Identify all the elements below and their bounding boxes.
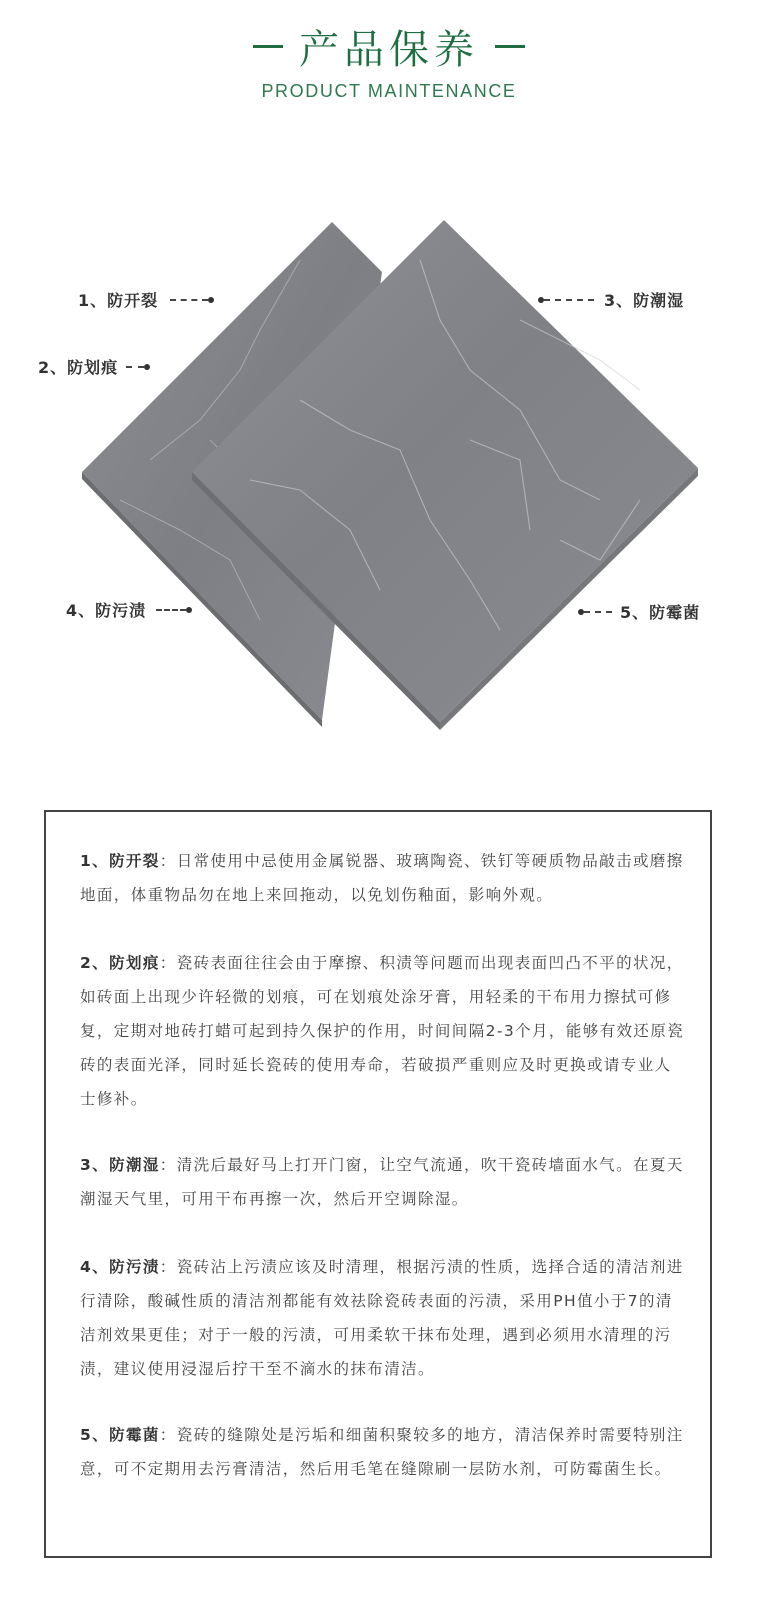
callout-4: [66, 598, 192, 621]
tip-5-title: 5、防霉菌: [80, 1426, 160, 1444]
callout-2-line: [126, 366, 144, 368]
maintenance-tips-box: [44, 810, 712, 1558]
tip-4: [80, 1250, 686, 1386]
tile-illustration: [0, 200, 778, 760]
callout-1-dot: [208, 297, 214, 303]
page-subtitle: PRODUCT MAINTENANCE: [261, 81, 517, 101]
tip-5: [80, 1418, 686, 1486]
section-header: [0, 18, 778, 102]
callout-2-dot: [144, 364, 150, 370]
tip-5-text: ：瓷砖的缝隙处是污垢和细菌积聚较多的地方，清洁保养时需要特别注意，可不定期用去污膏清洁，然后用毛笔在缝隙刷一层防水剂，可防霉菌生长。: [80, 1426, 684, 1478]
callout-1-line: [170, 299, 208, 301]
callout-3-label: 3、防潮湿: [604, 291, 685, 310]
callout-5-label: 5、防霉菌: [620, 603, 701, 622]
title-left-dash: [253, 45, 283, 48]
tip-3-title: 3、防潮湿: [80, 1156, 160, 1174]
tip-1-title: 1、防开裂: [80, 852, 160, 870]
callout-4-line: [156, 609, 186, 611]
callout-3-line: [544, 299, 594, 301]
tip-3: [80, 1148, 686, 1216]
tip-4-title: 4、防污渍: [80, 1258, 160, 1276]
callout-1-label: 1、防开裂: [78, 291, 159, 310]
title-right-dash: [495, 45, 525, 48]
tip-1: [80, 844, 686, 912]
callout-5-line: [584, 611, 612, 613]
page-title: 产品保养: [299, 27, 479, 73]
title-row: [0, 18, 778, 75]
tip-2-title: 2、防划痕: [80, 954, 160, 972]
tip-2-text: ：瓷砖表面往往会由于摩擦、积渍等问题而出现表面凹凸不平的状况，如砖面上出现少许轻微的划痕，可在划痕处涂牙膏，用轻柔的干布用力擦拭可修复，定期对地砖打蜡可起到持久保护的作用，时间间隔2-3个月，能够有效还原瓷砖的表面光泽，同时延长瓷砖的使用寿命，若破损严重则应及时更换或请专业人士修补。: [80, 954, 685, 1108]
tip-2: [80, 946, 686, 1116]
callout-2: [38, 355, 150, 378]
callout-3: [538, 288, 684, 311]
callout-5: [578, 600, 700, 623]
callout-1: [78, 288, 214, 311]
tip-4-text: ：瓷砖沾上污渍应该及时清理，根据污渍的性质，选择合适的清洁剂进行清除，酸碱性质的清洁剂都能有效祛除瓷砖表面的污渍，采用PH值小于7的清洁剂效果更佳；对于一般的污渍，可用柔软干抹布处理，遇到必须用水清理的污渍，建议使用浸湿后拧干至不滴水的抹布清洁。: [80, 1258, 684, 1378]
callout-2-label: 2、防划痕: [38, 358, 119, 377]
callout-4-dot: [186, 607, 192, 613]
tiles-image: [0, 200, 778, 760]
tip-3-text: ：清洗后最好马上打开门窗，让空气流通，吹干瓷砖墙面水气。在夏天潮湿天气里，可用干布再擦一次，然后开空调除湿。: [80, 1156, 684, 1208]
callout-4-label: 4、防污渍: [66, 601, 147, 620]
tip-1-text: ：日常使用中忌使用金属锐器、玻璃陶瓷、铁钉等硬质物品敲击或磨擦地面，体重物品勿在地上来回拖动，以免划伤釉面，影响外观。: [80, 852, 684, 904]
